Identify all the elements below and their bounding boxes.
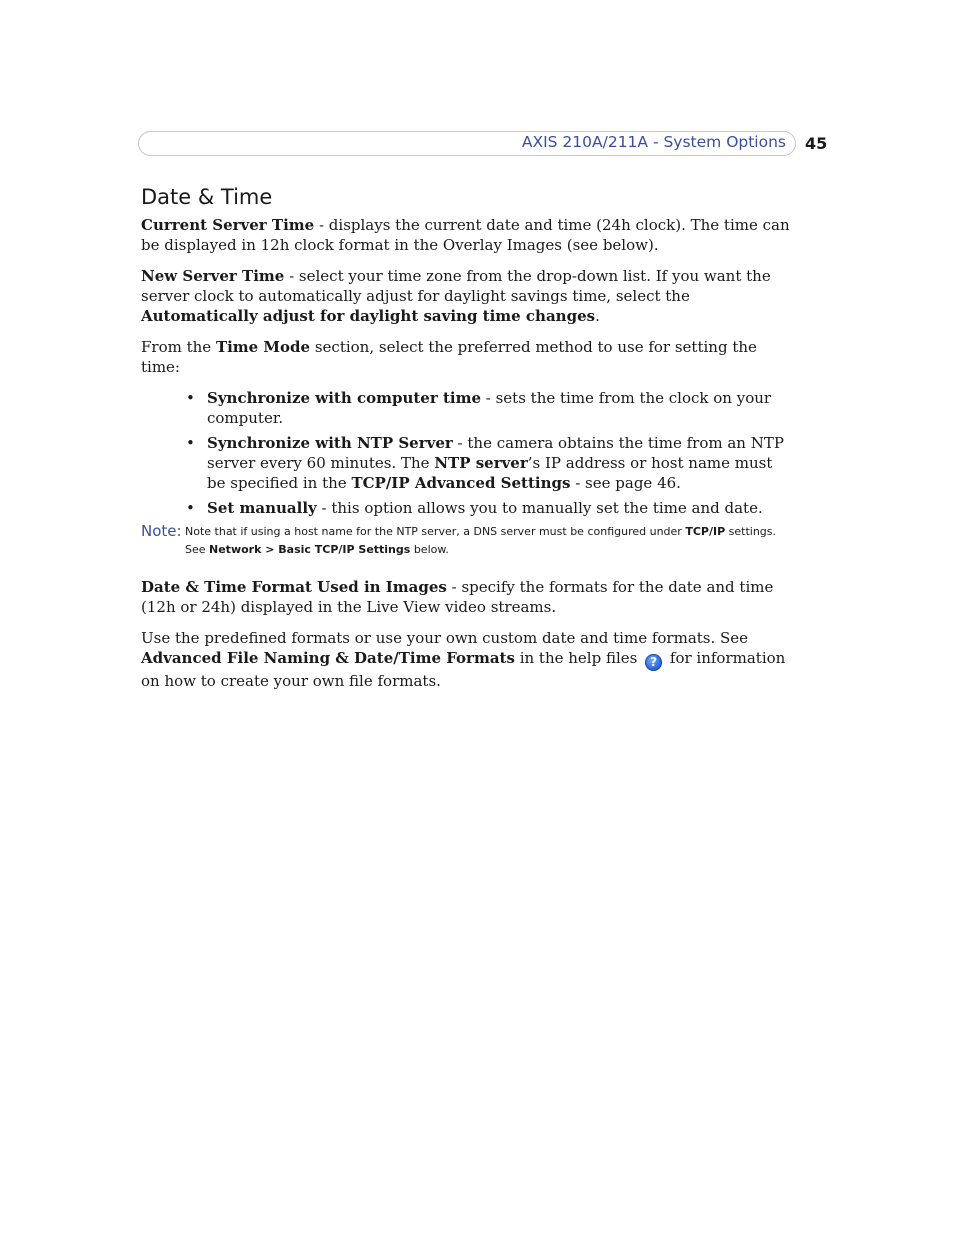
paragraph-new-server-time: New Server Time - select your time zone from the drop-down list. If you want the server clock to automatically adjust for daylight savings time, select the Automatically adjust for daylight saving time changes. [141, 267, 771, 325]
section-heading: Date & Time [141, 185, 273, 209]
term-advanced-file-naming: Advanced File Naming & Date/Time Formats [141, 649, 515, 667]
term-time-mode: Time Mode [215, 338, 311, 356]
paragraph-current-server-time: Current Server Time - displays the current date and time (24h clock). The time can be displayed in 12h clock format in the Overlay Images (see below). [141, 216, 790, 254]
paragraph-time-mode: From the Time Mode section, select the preferred method to use for setting the time: [141, 338, 757, 376]
note-label: Note: [141, 522, 182, 540]
header-title: AXIS 210A/211A - System Options [521, 133, 786, 151]
term-current-server-time: Current Server Time [141, 216, 315, 234]
term-format-images: Date & Time Format Used in Images [141, 578, 447, 596]
page-content [141, 183, 791, 702]
time-mode-list [141, 388, 791, 518]
list-item: • Set manually - this option allows you to manually set the time and date. [207, 498, 791, 518]
paragraph-predefined-formats: Use the predefined formats or use your own custom date and time formats. See Advanced File Naming & Date/Time Formats in the help files ? for information on how to create your own file formats. [141, 629, 786, 690]
help-icon: ? [645, 654, 662, 671]
term-auto-adjust-dst: Automatically adjust for daylight saving time changes [141, 307, 596, 325]
note-block [141, 523, 791, 559]
term-new-server-time: New Server Time [141, 267, 285, 285]
paragraph-format-images: Date & Time Format Used in Images - specify the formats for the date and time (12h or 24h) displayed in the Live View video streams. [141, 578, 774, 616]
note-text: Note that if using a host name for the NTP server, a DNS server must be configured under TCP/IP settings. See Network > Basic TCP/IP Settings below. [185, 525, 776, 556]
page-number: 45 [805, 134, 828, 153]
list-item: • Synchronize with computer time - sets the time from the clock on your computer. [207, 388, 791, 428]
list-item: • Synchronize with NTP Server - the camera obtains the time from an NTP server every 60 minutes. The NTP server’s IP address or host name must be specified in the TCP/IP Advanced Settings - see page 46. [207, 433, 791, 493]
